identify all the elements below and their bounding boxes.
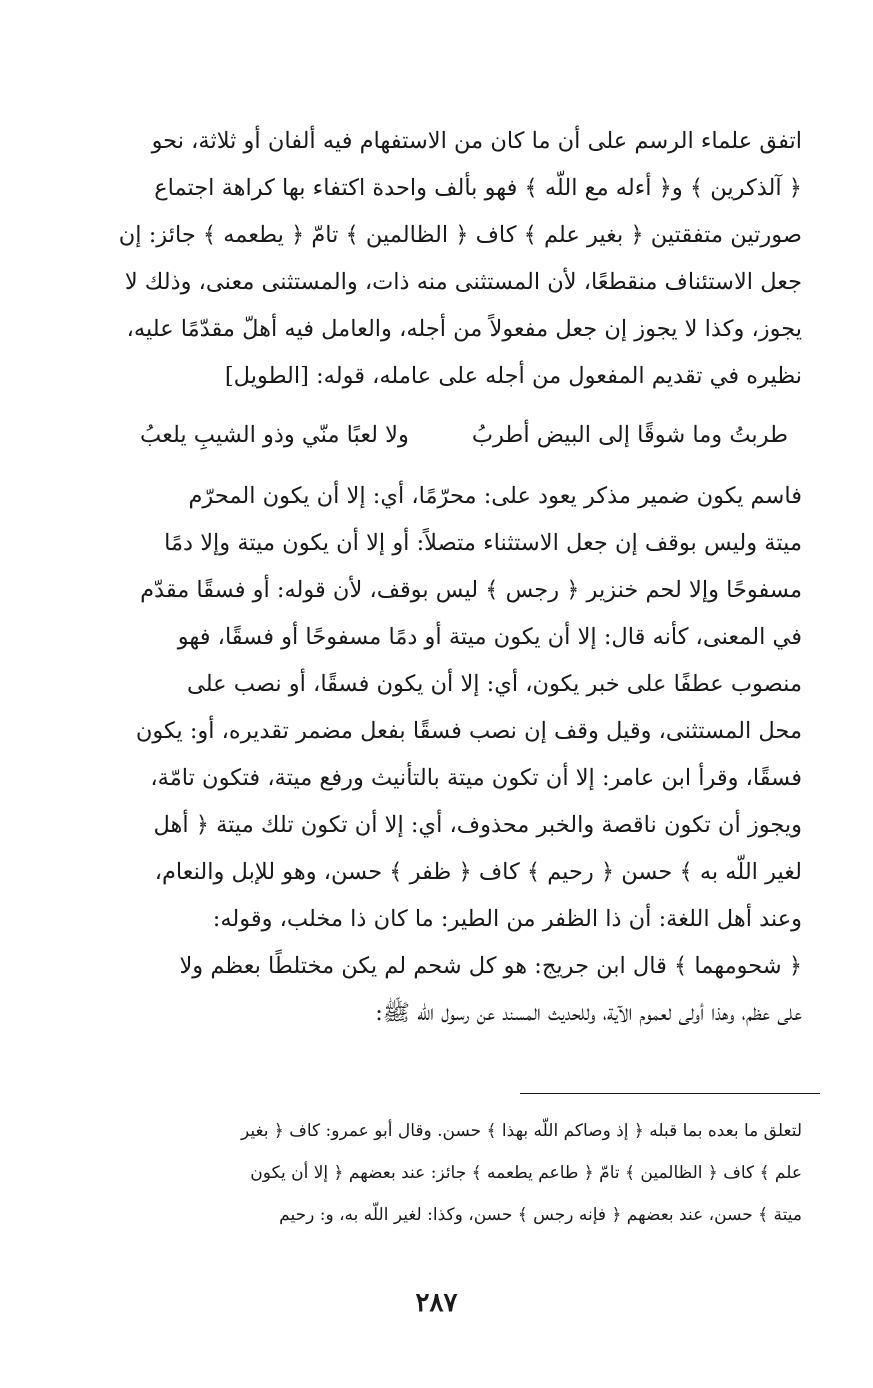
text-line: محل المستثنى، وقيل وقف إن نصب فسقًا بفعل مضمر تقديره، أو: يكون bbox=[135, 718, 802, 744]
text-line: ويجوز أن تكون ناقصة والخبر محذوف، أي: إلا أن تكون تلك ميتة ﴿ أهل bbox=[153, 812, 802, 838]
page-number: ٢٨٧ bbox=[415, 1288, 458, 1318]
footnotes bbox=[80, 1110, 802, 1236]
verse-first-hemistich: طربتُ وما شوقًا إلى البيض أطربُ bbox=[471, 422, 788, 448]
text-line: وعند أهل اللغة: أن ذا الظفر من الطير: ما كان ذا مخلب، وقوله: bbox=[212, 906, 802, 932]
poetry-verse bbox=[80, 412, 802, 459]
footnote-line: علم ﴾ كاف ﴿ الظالمين ﴾ تامّ ﴿ طاعم يطعمه ﴾ جائز: عند بعضهم ﴿ إلا أن يكون bbox=[250, 1163, 802, 1183]
text-line: نظيره في تقديم المفعول من أجله على عامله، قوله: [الطويل] bbox=[224, 363, 802, 389]
footnote-line: لتعلق ما بعده بما قبله ﴿ إذ وصاكم اللّه بهذا ﴾ حسن. وقال أبو عمرو: كاف ﴿ بغير bbox=[241, 1121, 802, 1141]
text-line: اتفق علماء الرسم على أن ما كان من الاستفهام فيه ألفان أو ثلاثة، نحو bbox=[151, 128, 802, 154]
footnote-separator bbox=[520, 1093, 820, 1094]
text-line: فسقًا، وقرأ ابن عامر: إلا أن تكون ميتة بالتأنيث ورفع ميتة، فتكون تامّة، bbox=[150, 765, 802, 791]
text-line: يجوز، وكذا لا يجوز إن جعل مفعولاً من أجله، والعامل فيه أهلّ مقدّمًا عليه، bbox=[126, 316, 802, 342]
text-line: منصوب عطفًا على خبر يكون، أي: إلا أن يكون فسقًا، أو نصب على bbox=[186, 671, 802, 697]
text-line: مسفوحًا وإلا لحم خنزير ﴿ رجس ﴾ ليس بوقف، لأن قوله: أو فسقًا مقدّم bbox=[140, 577, 802, 603]
text-line: في المعنى، كأنه قال: إلا أن يكون ميتة أو دمًا مسفوحًا أو فسقًا، فهو bbox=[177, 624, 802, 650]
main-text bbox=[80, 118, 802, 1037]
text-line: ﴿ آلذكرين ﴾ و﴿ أءله مع اللّه ﴾ فهو بألف واحدة اكتفاء بها كراهة اجتماع bbox=[154, 175, 802, 201]
verse-second-hemistich: ولا لعبًا منّي وذو الشيبِ يلعبُ bbox=[140, 422, 409, 448]
text-line: ميتة وليس بوقف إن جعل الاستثناء متصلاً: أو إلا أن يكون ميتة وإلا دمًا bbox=[164, 530, 802, 556]
text-line: فاسم يكون ضمير مذكر يعود على: محرّمًا، أي: إلا أن يكون المحرّم bbox=[188, 483, 802, 509]
footnote-line: ميتة ﴾ حسن، عند بعضهم ﴿ فإنه رجس ﴾ حسن، وكذا: لغير اللّه به، و: رحيم bbox=[279, 1205, 802, 1225]
text-line: على عظم، وهذا أولى لعموم الآية، وللحديث المسند عن رسول اللّه ﷺ: bbox=[375, 1000, 802, 1026]
text-line: جعل الاستئناف منقطعًا، لأن المستثنى منه ذات، والمستثنى معنى، وذلك لا bbox=[124, 269, 802, 295]
text-line: صورتين متفقتين ﴿ بغير علم ﴾ كاف ﴿ الظالمين ﴾ تامّ ﴿ يطعمه ﴾ جائز: إن bbox=[118, 222, 802, 248]
text-line: ﴿ شحومهما ﴾ قال ابن جريج: هو كل شحم لم يكن مختلطًا بعظم ولا bbox=[179, 953, 802, 979]
text-line: لغير اللّه به ﴾ حسن ﴿ رحيم ﴾ كاف ﴿ ظفر ﴾ حسن، وهو للإبل والنعام، bbox=[154, 859, 802, 885]
